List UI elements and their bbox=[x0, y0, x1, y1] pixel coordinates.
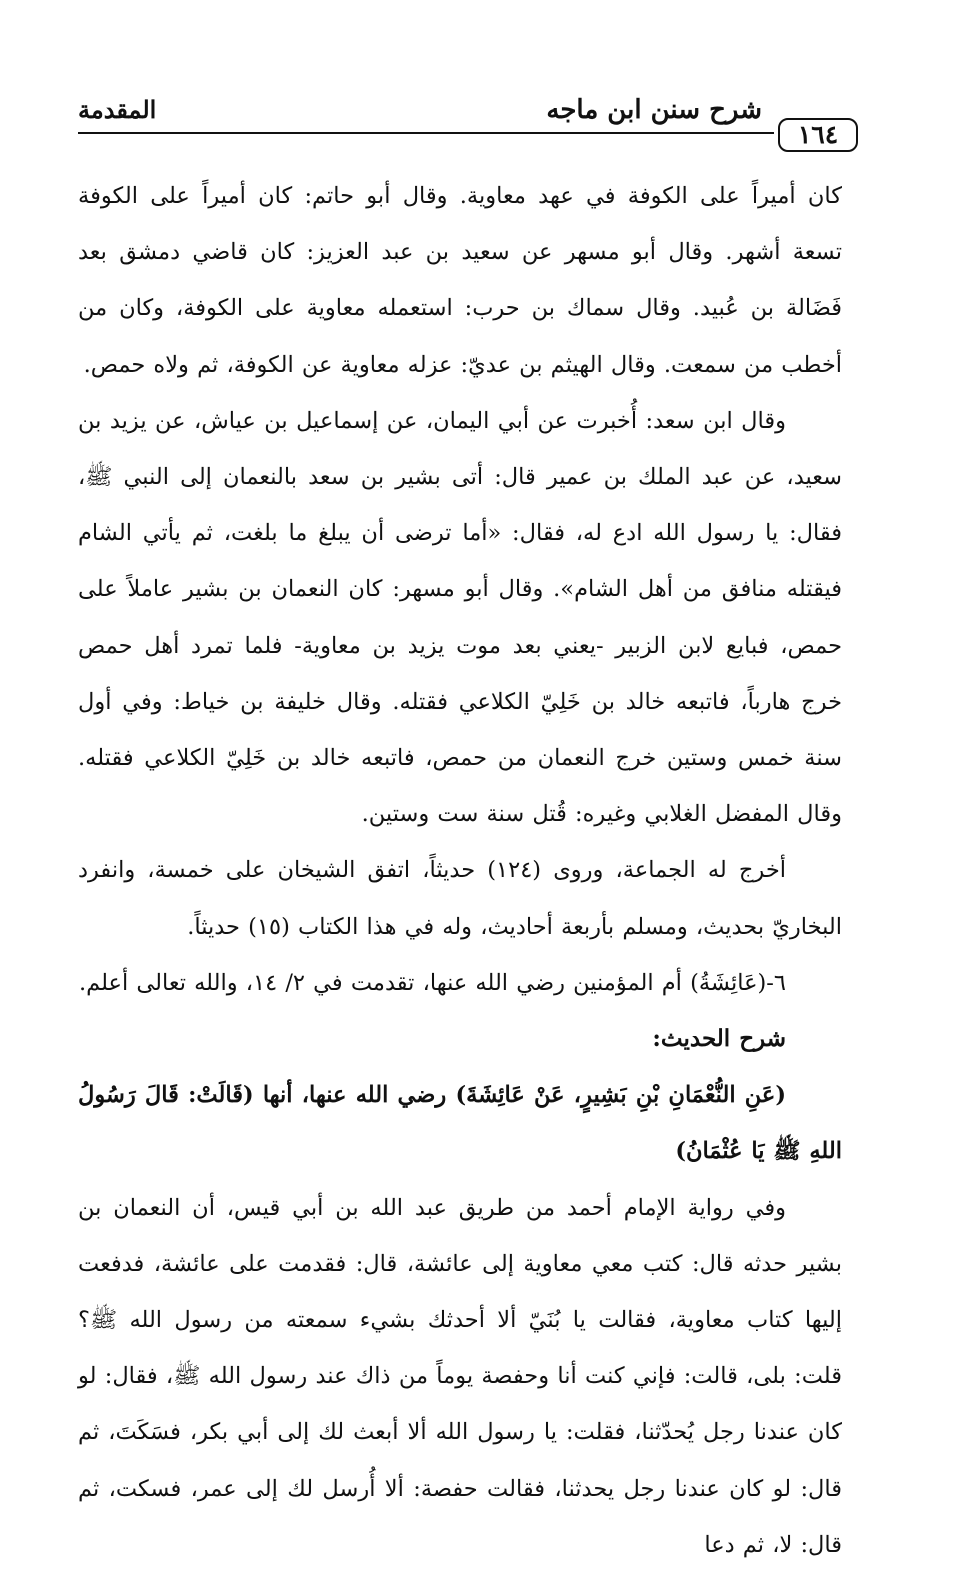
paragraph-ibn-saad: وقال ابن سعد: أُخبرت عن أبي اليمان، عن إسماعيل بن عياش، عن يزيد بن سعيد، عن عبد الملك بن عمير قال: أتى بشير بن سعد بالنعمان إلى النبي ﷺ، فقال: يا رسول الله ادع له، فقال: «أما ترضى أن يبلغ ما بلغت، ثم يأتي الشام فيقتله منافق من أهل الشام». وقال أبو مسهر: كان النعمان بن بشير عاملاً على حمص، فبايع لابن الزبير -يعني بعد موت يزيد بن معاوية- فلما تمرد أهل حمص خرج هارباً، فاتبعه خالد بن خَلِيّ الكلاعي فقتله. وقال خليفة بن خياط: وفي أول سنة خمس وستين خرج النعمان من حمص، فاتبعه خالد بن خَلِيّ الكلاعي فقتله. وقال المفضل الغلابي وغيره: قُتل سنة ست وستين. bbox=[78, 407, 842, 828]
paragraph-aisha: ٦-(عَائِشَةُ) أم المؤمنين رضي الله عنها، تقدمت في ٢/ ١٤، والله تعالى أعلم. bbox=[78, 969, 786, 996]
running-header-section: المقدمة bbox=[78, 95, 157, 124]
paragraph-hadith-text: (عَنِ النُّعْمَانِ بْنِ بَشِيرٍ، عَنْ عَائِشَةَ) رضي الله عنها، أنها (قَالَتْ: قَالَ رَسُولُ اللهِ ﷺ يَا عُثْمَانُ) bbox=[78, 1082, 842, 1165]
page-body bbox=[78, 168, 842, 1573]
page-number-box: ١٦٤ bbox=[778, 118, 858, 152]
running-header-book-title: شرح سنن ابن ماجه bbox=[546, 95, 762, 125]
paragraph-biography: كان أميراً على الكوفة في عهد معاوية. وقال أبو حاتم: كان أميراً على الكوفة تسعة أشهر. وقال أبو مسهر عن سعيد بن عبد العزيز: كان قاضي دمشق بعد فَضَالة بن عُبيد. وقال سماك بن حرب: استعمله معاوية على الكوفة، وكان من أخطب من سمعت. وقال الهيثم بن عديّ: عزله معاوية عن الكوفة، ثم ولاه حمص. bbox=[78, 183, 842, 378]
paragraph-ahmad-narration: وفي رواية الإمام أحمد من طريق عبد الله بن أبي قيس، أن النعمان بن بشير حدثه قال: كتب معي معاوية إلى عائشة، قال: فقدمت على عائشة، فدفعت إليها كتاب معاوية، فقالت يا بُنَيّ ألا أحدثك بشيء سمعته من رسول الله ﷺ؟ قلت: بلى، قالت: فإني كنت أنا وحفصة يوماً من ذاك عند رسول الله ﷺ، فقال: لو كان عندنا رجل يُحدّثنا، فقلت: يا رسول الله ألا أبعث لك إلى أبي بكر، فسَكَتَ، ثم قال: لو كان عندنا رجل يحدثنا، فقالت حفصة: ألا أُرسل لك إلى عمر، فسكت، ثم قال: لا، ثم دعا bbox=[78, 1194, 842, 1558]
paragraph-hadith-count: أخرج له الجماعة، وروى (١٢٤) حديثاً، اتفق الشيخان على خمسة، وانفرد البخاريّ بحديث، ومسلم بأربعة أحاديث، وله في هذا الكتاب (١٥) حديثاً. bbox=[78, 857, 842, 940]
section-heading-sharh: شرح الحديث: bbox=[652, 1025, 786, 1053]
header-rule bbox=[78, 132, 774, 134]
